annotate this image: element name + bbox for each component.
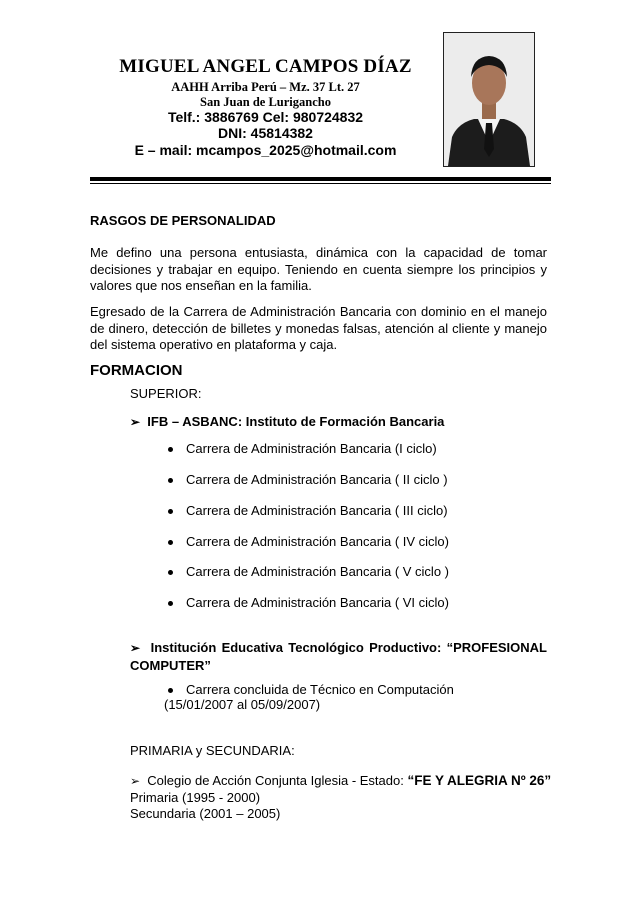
course-label: Carrera de Administración Bancaria ( II ciclo )	[186, 472, 448, 487]
email-line: E – mail: mcampos_2025@hotmail.com	[134, 142, 397, 158]
personality-paragraph-2: Egresado de la Carrera de Administración Bancaria con dominio en el manejo de dinero, detección de billetes y monedas falsas, atención al cliente y manejo del sistema operativo en plataforma y caja.	[90, 304, 547, 352]
course-label: Carrera de Administración Bancaria ( III ciclo)	[186, 503, 448, 518]
course-dates: (15/01/2007 al 05/09/2007)	[164, 697, 321, 712]
header-divider-thin	[90, 183, 551, 184]
course-label: Carrera concluida de Técnico en Computación	[186, 682, 454, 697]
address-line-2: San Juan de Lurigancho	[200, 95, 331, 109]
arrow-bullet-icon: ➢	[130, 641, 141, 655]
superior-label: SUPERIOR:	[130, 386, 202, 401]
arrow-bullet-icon: ➢	[130, 774, 141, 788]
dot-bullet-icon	[168, 478, 173, 483]
dot-bullet-icon	[168, 570, 173, 575]
applicant-name: MIGUEL ANGEL CAMPOS DÍAZ	[119, 56, 412, 77]
personality-section-title: RASGOS DE PERSONALIDAD	[90, 213, 276, 228]
institution-2	[130, 639, 547, 674]
course-label: Carrera de Administración Bancaria ( V ciclo )	[186, 564, 449, 579]
dot-bullet-icon	[168, 688, 173, 693]
address-line-1: AAHH Arriba Perú – Mz. 37 Lt. 27	[171, 80, 360, 94]
course-label: Carrera de Administración Bancaria (I ciclo)	[186, 441, 437, 456]
course-label: Carrera de Administración Bancaria ( IV ciclo)	[186, 534, 449, 549]
dni-line: DNI: 45814382	[218, 125, 313, 141]
profile-photo	[443, 32, 535, 167]
school-line	[130, 773, 551, 788]
secondary-years: Secundaria (2001 – 2005)	[130, 806, 281, 821]
institution-1-name: IFB – ASBANC: Instituto de Formación Bancaria	[147, 414, 445, 429]
dot-bullet-icon	[168, 601, 173, 606]
course-label: Carrera de Administración Bancaria ( VI ciclo)	[186, 595, 449, 610]
basic-education-label: PRIMARIA y SECUNDARIA:	[130, 743, 295, 758]
institution-1	[130, 414, 444, 429]
school-prefix: Colegio de Acción Conjunta Iglesia - Estado:	[147, 773, 404, 788]
institution-2-name: Institución Educativa Tecnológico Productivo: “PROFESIONAL COMPUTER”	[130, 640, 547, 673]
phone-line: Telf.: 3886769 Cel: 980724832	[167, 109, 364, 125]
dot-bullet-icon	[168, 509, 173, 514]
primary-years: Primaria (1995 - 2000)	[130, 790, 261, 805]
school-name: “FE Y ALEGRIA Nº 26”	[407, 773, 552, 788]
dot-bullet-icon	[168, 540, 173, 545]
header-divider-thick	[90, 177, 551, 181]
dot-bullet-icon	[168, 447, 173, 452]
personality-paragraph-1: Me defino una persona entusiasta, dinámica con la capacidad de tomar decisiones y trabajar en equipo. Teniendo en cuenta siempre los principios y valores que nos enseñan en la familia.	[90, 245, 547, 293]
education-section-title: FORMACION	[90, 362, 183, 379]
arrow-bullet-icon: ➢	[130, 415, 141, 429]
